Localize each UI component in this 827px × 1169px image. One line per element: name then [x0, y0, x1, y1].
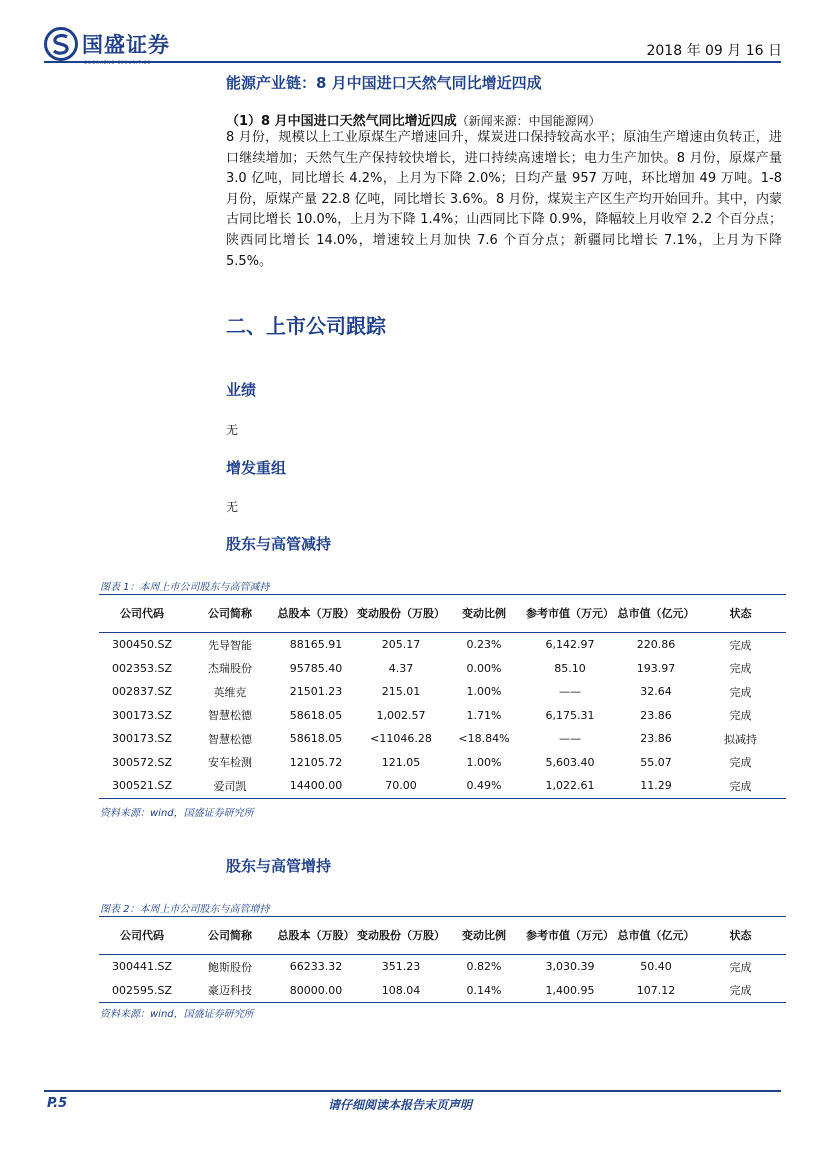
table1-grid [99, 596, 786, 799]
table-header-cell: 变动比例 [462, 929, 506, 942]
table-cell: 70.00 [385, 779, 417, 793]
table-cell: 50.40 [640, 960, 672, 974]
table1-header-row [99, 596, 786, 633]
table-cell: —— [559, 732, 581, 746]
table-cell: 1,022.61 [545, 779, 595, 793]
table-row [99, 979, 786, 1003]
page-number: P.5 [47, 1096, 68, 1111]
performance-heading: 业绩 [226, 381, 257, 399]
table2-header-row [99, 918, 786, 955]
table-cell: 002595.SZ [111, 983, 172, 997]
table-cell: 300521.SZ [111, 779, 172, 793]
table1-top-rule [99, 594, 786, 595]
table-row [99, 704, 786, 728]
table-cell: 0.49% [466, 779, 502, 793]
table-cell: 1,400.95 [545, 983, 595, 997]
table-header-cell: 状态 [729, 607, 752, 620]
table-header-cell: 参考市值（万元） [526, 607, 614, 620]
table-header-cell: 变动股份（万股） [357, 929, 445, 942]
table-cell: 鲍斯股份 [208, 960, 252, 974]
table-row [99, 633, 786, 657]
reorg-text: 无 [226, 500, 239, 514]
table-cell: 58618.05 [289, 708, 343, 722]
table-cell: 88165.91 [289, 638, 343, 652]
table-cell: 12105.72 [289, 755, 343, 769]
table-cell: 智慧松德 [208, 732, 252, 746]
table-row [99, 751, 786, 775]
table-cell: 220.86 [636, 638, 676, 652]
reduce-heading: 股东与高管减持 [226, 535, 332, 553]
performance-text: 无 [226, 423, 239, 437]
table-header-cell: 公司简称 [208, 607, 252, 620]
table1-source: 资料来源：wind，国盛证券研究所 [100, 808, 254, 819]
company-logo [44, 26, 170, 62]
energy-section-title: 能源产业链：8 月中国进口天然气同比增近四成 [226, 74, 542, 92]
table-cell: 0.82% [466, 960, 502, 974]
table-cell: 完成 [729, 685, 752, 699]
table-cell: 193.97 [636, 661, 676, 675]
table-cell: —— [559, 685, 581, 699]
table-row [99, 955, 786, 979]
table-cell: 先导智能 [208, 638, 252, 652]
table-cell: 85.10 [554, 661, 586, 675]
table-cell: 完成 [729, 709, 752, 723]
table-header-cell: 变动股份（万股） [357, 607, 445, 620]
table-header-cell: 变动比例 [462, 607, 506, 620]
report-date: 2018 年 09 月 16 日 [646, 43, 782, 59]
header-divider [44, 61, 781, 63]
table-cell: 1,002.57 [376, 708, 426, 722]
table-cell: 23.86 [640, 708, 672, 722]
table-cell: 32.64 [640, 685, 672, 699]
table-cell: 107.12 [636, 983, 676, 997]
table-cell: 4.37 [388, 661, 414, 675]
table2-grid [99, 918, 786, 1003]
table-cell: 23.86 [640, 732, 672, 746]
logo-text: 国盛证券 [82, 33, 170, 57]
table-row [99, 727, 786, 751]
table-cell: 杰瑞股份 [208, 662, 252, 676]
table-cell: 11.29 [640, 779, 672, 793]
table-cell: 6,142.97 [545, 638, 595, 652]
table-cell: 002837.SZ [111, 685, 172, 699]
table-cell: 0.23% [466, 638, 502, 652]
table-cell: 智慧松德 [208, 709, 252, 723]
table-cell: 完成 [729, 984, 752, 998]
table-row [99, 657, 786, 681]
table-cell: 21501.23 [289, 685, 343, 699]
table-cell: 完成 [729, 960, 752, 974]
table-cell: 55.07 [640, 755, 672, 769]
table-header-cell: 公司代码 [120, 929, 164, 942]
table2-caption: 图表 2：本周上市公司股东与高管增持 [100, 904, 270, 915]
table-cell: 完成 [729, 756, 752, 770]
table-cell: 豪迈科技 [208, 984, 252, 998]
table-cell: 0.14% [466, 983, 502, 997]
table-row [99, 774, 786, 798]
table-cell: 1.00% [466, 755, 502, 769]
table-cell: 002353.SZ [111, 661, 172, 675]
table-cell: 爱司凯 [213, 779, 247, 793]
table2-top-rule [99, 916, 786, 917]
table-header-cell: 公司代码 [120, 607, 164, 620]
table-cell: 完成 [729, 638, 752, 652]
logo-mark-icon [44, 27, 78, 61]
table-cell: 300173.SZ [111, 732, 172, 746]
table-cell: 300572.SZ [111, 755, 172, 769]
table-cell: 351.23 [381, 960, 421, 974]
table-cell: 300441.SZ [111, 960, 172, 974]
table-cell: 安车检测 [208, 756, 252, 770]
company-section-title: 二、上市公司跟踪 [226, 314, 386, 338]
table-header-cell: 总股本（万股） [277, 607, 355, 620]
news-title-text: （1）8 月中国进口天然气同比增近四成 [226, 114, 457, 129]
table-cell: 完成 [729, 662, 752, 676]
table1-caption: 图表 1：本周上市公司股东与高管减持 [100, 582, 270, 593]
table-cell: 300450.SZ [111, 638, 172, 652]
table-cell: 215.01 [381, 685, 421, 699]
table-cell: 205.17 [381, 638, 421, 652]
news-source: （新闻来源：中国能源网） [456, 114, 601, 128]
table-cell: <18.84% [458, 732, 510, 746]
table2-source: 资料来源：wind，国盛证券研究所 [100, 1009, 254, 1020]
table-cell: 108.04 [381, 983, 421, 997]
footer-divider [44, 1090, 781, 1092]
table-cell: 英维克 [213, 685, 247, 699]
table-cell: 1.71% [466, 708, 502, 722]
news-title [226, 110, 601, 129]
table-cell: <11046.28 [370, 732, 432, 746]
table-header-cell: 总股本（万股） [277, 929, 355, 942]
table-cell: 300173.SZ [111, 708, 172, 722]
table-cell: 95785.40 [289, 661, 343, 675]
table-cell: 1.00% [466, 685, 502, 699]
news-paragraph: 8 月份，规模以上工业原煤生产增速回升，煤炭进口保持较高水平；原油生产增速由负转正，进口继续增加；天然气生产保持较快增长，进口持续高速增长；电力生产加快。8 月份，原煤产量 3.0 亿吨，同比增长 4.2%，上月为下降 2.0%；日均产量 957 万吨，环比增加 49 万吨。1-8 月份，原煤产量 22.8 亿吨，同比增长 3.6%。8 月份，煤炭主产区生产均开始回升。其中，内蒙古同比增长 10.0%，上月为下降 1.4%；山西同比下降 0.9%，降幅较上月收窄 2.2 个百分点；陕西同比增长 14.0%，增速较上月加快 7.6 个百分点；新疆同比增长 7.1%，上月为下降 5.5%。 [226, 130, 782, 269]
increase-heading: 股东与高管增持 [226, 857, 332, 875]
footer-disclaimer: 请仔细阅读本报告末页声明 [328, 1098, 473, 1112]
table-cell: 3,030.39 [545, 960, 595, 974]
table-cell: 0.00% [466, 661, 502, 675]
table-cell: 拟减持 [724, 732, 757, 746]
table-header-cell: 公司简称 [208, 929, 252, 942]
table-header-cell: 总市值（亿元） [617, 607, 695, 620]
table-cell: 6,175.31 [545, 708, 595, 722]
table-row [99, 680, 786, 704]
table-header-cell: 状态 [729, 929, 752, 942]
table-cell: 80000.00 [289, 983, 343, 997]
table-cell: 完成 [729, 779, 752, 793]
table-cell: 121.05 [381, 755, 421, 769]
reorg-heading: 增发重组 [226, 459, 287, 477]
table-cell: 58618.05 [289, 732, 343, 746]
table-cell: 66233.32 [289, 960, 343, 974]
table-cell: 5,603.40 [545, 755, 595, 769]
table-header-cell: 总市值（亿元） [617, 929, 695, 942]
table-cell: 14400.00 [289, 779, 343, 793]
table-header-cell: 参考市值（万元） [526, 929, 614, 942]
